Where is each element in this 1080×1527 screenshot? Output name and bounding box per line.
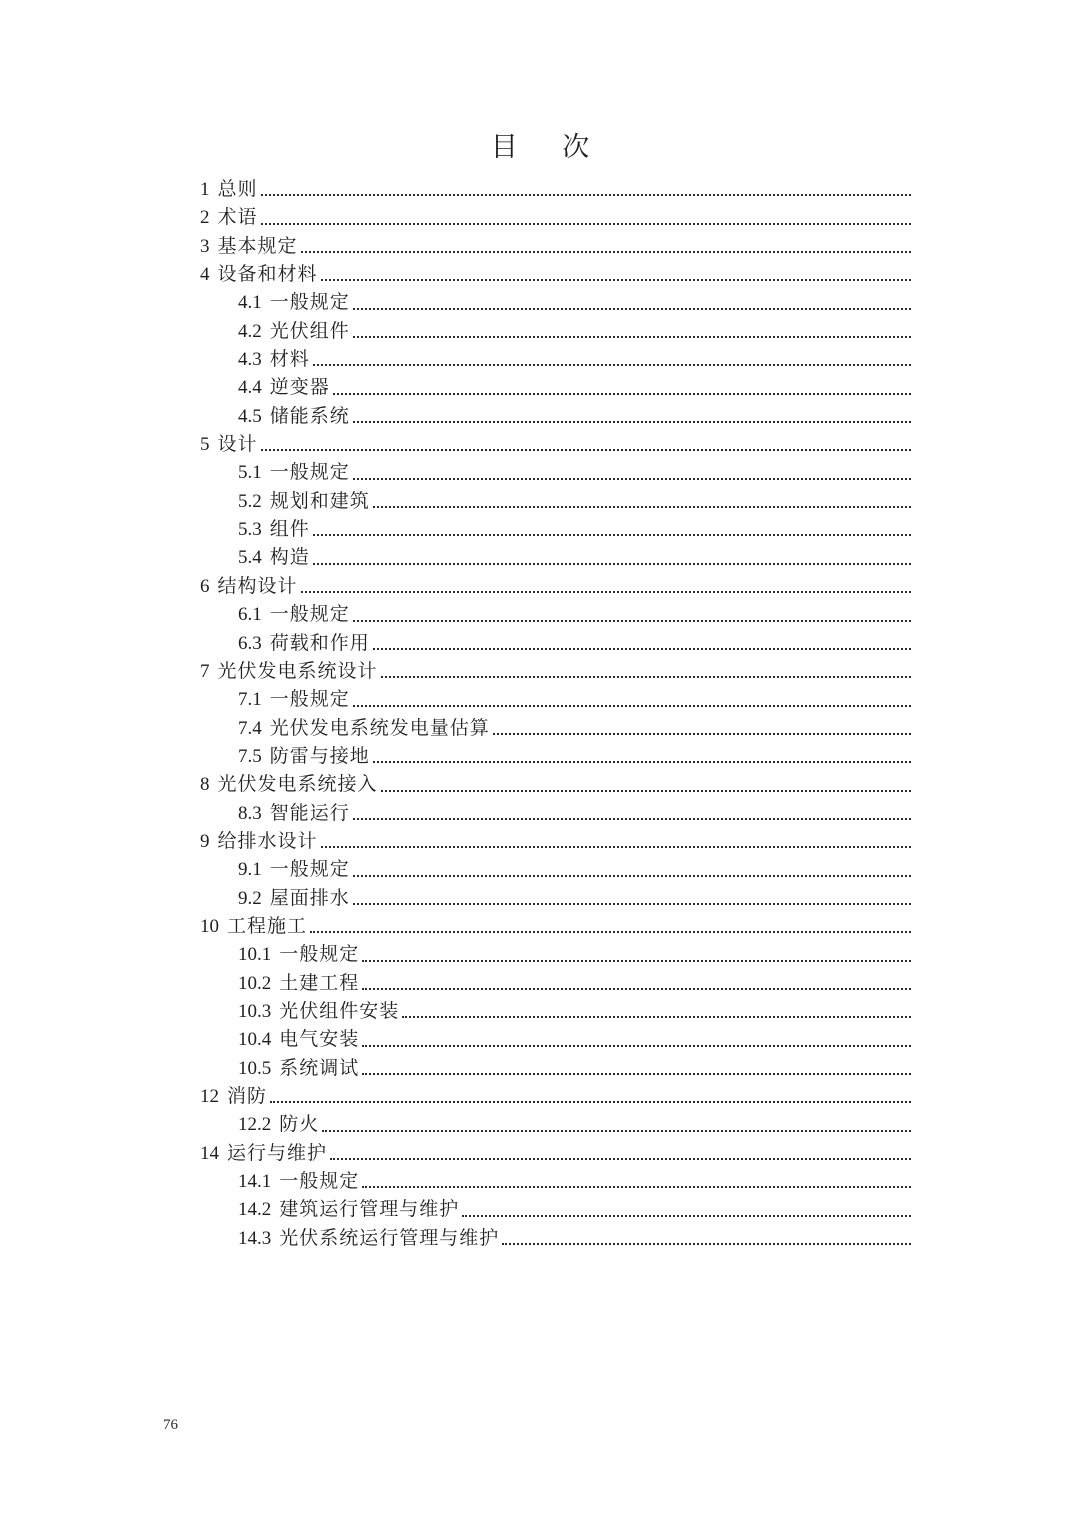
toc-entry-title: 结构设计 (217, 574, 298, 597)
dot-leader (321, 278, 911, 281)
toc-entry-number: 8.3 (238, 802, 262, 824)
dot-leader (333, 392, 911, 395)
toc-entry[interactable] (200, 1025, 911, 1053)
dot-leader (353, 335, 911, 338)
toc-entry-number: 12 (200, 1086, 219, 1107)
dot-leader (301, 590, 911, 593)
toc-entry-number: 4.4 (238, 377, 262, 399)
toc-entry-title: 光伏发电系统设计 (217, 659, 378, 682)
toc-entry[interactable] (200, 940, 911, 968)
dot-leader (353, 420, 911, 423)
toc-entry-title: 运行与维护 (227, 1141, 328, 1164)
dot-leader (353, 704, 911, 707)
toc-entry-title: 防雷与接地 (269, 744, 370, 767)
dot-leader (353, 307, 911, 310)
toc-entry-number: 5.2 (238, 490, 262, 512)
toc-entry-title: 建筑运行管理与维护 (279, 1198, 460, 1221)
table-of-contents (200, 175, 911, 1252)
toc-entry-title: 工程施工 (227, 914, 308, 937)
toc-entry-number: 12.2 (238, 1114, 272, 1136)
dot-leader (502, 1242, 911, 1245)
toc-entry[interactable] (200, 402, 911, 430)
toc-entry-number: 9.2 (238, 887, 262, 909)
toc-entry-number: 14.1 (238, 1171, 272, 1193)
toc-entry[interactable] (200, 1082, 911, 1110)
toc-entry-number: 10 (200, 915, 219, 937)
toc-entry-title: 设备和材料 (217, 263, 318, 286)
toc-entry-title: 消防 (227, 1085, 268, 1107)
toc-entry-number: 5 (200, 434, 210, 456)
dot-leader (402, 1015, 911, 1018)
toc-entry[interactable] (200, 430, 911, 458)
dot-leader (373, 505, 911, 508)
toc-entry-number: 7.5 (238, 745, 262, 767)
toc-entry[interactable] (200, 770, 911, 798)
toc-entry-number: 10.4 (238, 1029, 272, 1051)
dot-leader (362, 959, 911, 962)
toc-entry-number: 1 (200, 179, 210, 200)
dot-leader (321, 845, 911, 848)
toc-entry-number: 10.3 (238, 1000, 272, 1022)
dot-leader (261, 448, 911, 451)
toc-entry-number: 4.3 (238, 349, 262, 371)
toc-entry-title: 光伏发电系统发电量估算 (269, 716, 490, 739)
toc-entry-number: 9.1 (238, 859, 262, 881)
dot-leader (301, 250, 911, 253)
toc-entry[interactable] (200, 827, 911, 855)
toc-entry-number: 7 (200, 660, 210, 682)
toc-entry-title: 术语 (217, 206, 258, 229)
toc-entry-title: 光伏发电系统接入 (217, 773, 378, 796)
dot-leader (362, 1185, 911, 1188)
toc-entry-title: 屋面排水 (269, 886, 350, 909)
toc-entry-title: 构造 (269, 546, 310, 569)
dot-leader (322, 1129, 911, 1132)
toc-entry-number: 5.1 (238, 462, 262, 484)
toc-entry-title: 光伏系统运行管理与维护 (279, 1226, 500, 1249)
dot-leader (261, 193, 911, 196)
dot-leader (462, 1214, 911, 1217)
toc-entry[interactable] (200, 657, 911, 685)
toc-entry[interactable] (200, 1054, 911, 1082)
dot-leader (313, 363, 911, 366)
dot-leader (381, 675, 911, 678)
toc-entry-number: 10.5 (238, 1057, 272, 1079)
page-number: 76 (163, 1417, 178, 1433)
toc-entry-title: 一般规定 (269, 688, 350, 711)
toc-entry-number: 3 (200, 235, 210, 257)
toc-entry-number: 8 (200, 774, 210, 796)
toc-entry-title: 材料 (269, 348, 310, 371)
toc-entry[interactable] (200, 203, 911, 231)
toc-entry[interactable] (200, 1195, 911, 1223)
toc-entry[interactable] (200, 969, 911, 997)
toc-entry[interactable] (200, 232, 911, 260)
dot-leader (362, 987, 911, 990)
toc-entry[interactable] (200, 1110, 911, 1138)
toc-entry[interactable] (200, 458, 911, 486)
dot-leader (310, 930, 911, 933)
toc-entry-number: 4 (200, 264, 210, 286)
toc-entry[interactable] (200, 1167, 911, 1195)
page-title: 目 次 (490, 132, 608, 163)
toc-entry[interactable] (200, 543, 911, 571)
toc-entry-title: 电气安装 (279, 1028, 360, 1051)
dot-leader (270, 1100, 911, 1103)
toc-entry[interactable] (200, 1224, 911, 1252)
toc-entry[interactable] (200, 742, 911, 770)
toc-entry-title: 一般规定 (279, 943, 360, 966)
toc-entry-number: 6.1 (238, 604, 262, 626)
toc-entry-number: 9 (200, 830, 210, 852)
dot-leader (313, 533, 911, 536)
toc-entry-title: 给排水设计 (217, 829, 318, 852)
toc-entry-title: 规划和建筑 (269, 489, 370, 512)
dot-leader (353, 817, 911, 820)
dot-leader (362, 1044, 911, 1047)
toc-entry-number: 6 (200, 575, 210, 597)
toc-entry-title: 系统调试 (279, 1056, 360, 1079)
toc-entry-title: 设计 (217, 433, 258, 456)
toc-entry-title: 光伏组件 (269, 319, 350, 342)
toc-entry-title: 土建工程 (279, 971, 360, 994)
dot-leader (493, 732, 911, 735)
toc-entry-number: 14 (200, 1142, 219, 1164)
toc-entry[interactable] (200, 175, 911, 203)
toc-entry[interactable] (200, 288, 911, 316)
dot-leader (373, 760, 911, 763)
toc-entry-title: 一般规定 (269, 461, 350, 484)
toc-entry-title: 荷载和作用 (269, 631, 370, 654)
dot-leader (381, 789, 911, 792)
dot-leader (362, 1072, 911, 1075)
toc-entry-number: 7.4 (238, 717, 262, 739)
toc-entry[interactable] (200, 884, 911, 912)
toc-entry[interactable] (200, 629, 911, 657)
dot-leader (353, 902, 911, 905)
toc-entry[interactable] (200, 1139, 911, 1167)
toc-entry[interactable] (200, 487, 911, 515)
toc-entry-title: 一般规定 (279, 1170, 360, 1193)
toc-entry-number: 6.3 (238, 632, 262, 654)
toc-entry-number: 2 (200, 207, 210, 229)
dot-leader (313, 562, 911, 565)
toc-entry[interactable] (200, 515, 911, 543)
toc-entry-number: 14.3 (238, 1227, 272, 1249)
toc-entry-number: 5.4 (238, 547, 262, 569)
dot-leader (353, 477, 911, 480)
toc-entry-title: 逆变器 (269, 376, 330, 399)
toc-entry[interactable] (200, 317, 911, 345)
toc-entry-title: 防火 (279, 1113, 320, 1136)
toc-entry-title: 一般规定 (269, 291, 350, 314)
toc-entry-number: 10.1 (238, 944, 272, 966)
toc-entry[interactable] (200, 600, 911, 628)
toc-entry-number: 4.5 (238, 405, 262, 427)
toc-entry-number: 14.2 (238, 1199, 272, 1221)
toc-entry-number: 4.1 (238, 292, 262, 314)
toc-entry[interactable] (200, 799, 911, 827)
dot-leader (373, 647, 911, 650)
toc-entry-title: 储能系统 (269, 404, 350, 427)
toc-entry[interactable] (200, 714, 911, 742)
toc-entry-title: 智能运行 (269, 801, 350, 824)
toc-entry[interactable] (200, 997, 911, 1025)
toc-entry-number: 5.3 (238, 519, 262, 541)
toc-entry[interactable] (200, 373, 911, 401)
toc-entry-number: 10.2 (238, 972, 272, 994)
toc-entry[interactable] (200, 345, 911, 373)
dot-leader (330, 1157, 911, 1160)
toc-entry-title: 一般规定 (269, 603, 350, 626)
toc-entry-title: 一般规定 (269, 858, 350, 881)
toc-entry[interactable] (200, 685, 911, 713)
toc-entry-number: 4.2 (238, 320, 262, 342)
toc-entry[interactable] (200, 572, 911, 600)
dot-leader (353, 874, 911, 877)
toc-entry-title: 基本规定 (217, 234, 298, 257)
toc-entry-title: 光伏组件安装 (279, 999, 400, 1022)
dot-leader (353, 619, 911, 622)
toc-entry-number: 7.1 (238, 689, 262, 711)
toc-entry[interactable] (200, 260, 911, 288)
toc-entry[interactable] (200, 855, 911, 883)
toc-entry-title: 组件 (269, 518, 310, 541)
toc-entry-title: 总则 (217, 178, 258, 200)
dot-leader (261, 222, 911, 225)
toc-entry[interactable] (200, 912, 911, 940)
